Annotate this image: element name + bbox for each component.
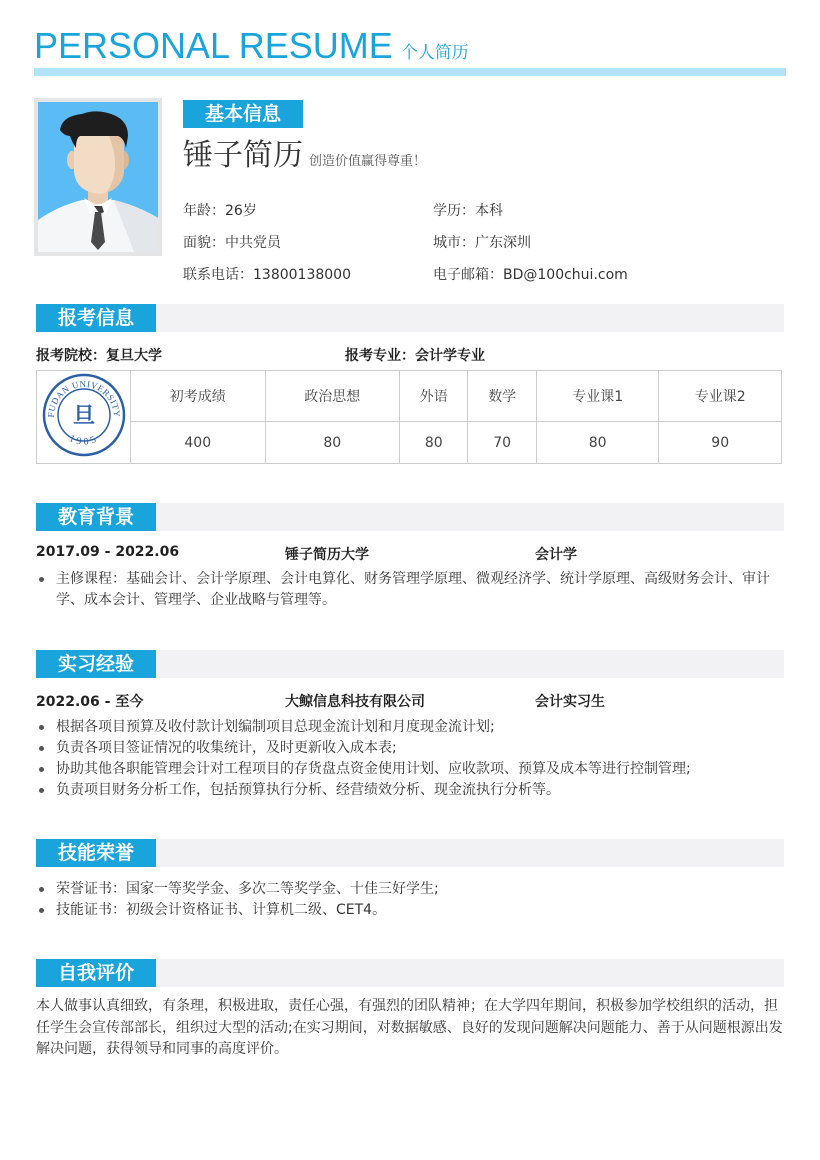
score-header-cell: 政治思想 xyxy=(265,371,400,422)
table-row xyxy=(37,422,782,464)
score-header-cell: 专业课1 xyxy=(536,371,659,422)
skills-bullets xyxy=(36,879,786,921)
exam-major: 报考专业：会计学专业 xyxy=(345,348,485,364)
basic-info-section xyxy=(183,100,783,283)
title-chinese: 个人简历 xyxy=(400,43,469,63)
score-table xyxy=(36,370,782,464)
score-value-cell: 90 xyxy=(659,422,782,464)
list-item: 根据各项目预算及收付款计划编制项目总现金流计划和月度现金流计划; xyxy=(36,717,786,738)
score-header-cell: 数学 xyxy=(468,371,536,422)
list-item: 技能证书：初级会计资格证书、计算机二级、CET4。 xyxy=(36,900,786,921)
list-item: 主修课程：基础会计、会计学原理、会计电算化、财务管理学原理、微观经济学、统计学原理、高级财务会计、审计学、成本会计、管理学、企业战略与管理等。 xyxy=(36,569,786,611)
fudan-logo-icon xyxy=(42,378,126,461)
title-underline-bar xyxy=(34,68,786,76)
score-header-cell: 外语 xyxy=(400,371,468,422)
svg-text:1905: 1905 xyxy=(66,433,101,448)
score-value-cell: 70 xyxy=(468,422,536,464)
section-tag-skills: 技能荣誉 xyxy=(36,839,156,867)
section-tag-exam: 报考信息 xyxy=(36,304,156,332)
list-item: 协助其他各职能管理会计对工程项目的存货盘点资金使用计划、应收款项、预算及成本等进行控制管理; xyxy=(36,759,786,780)
section-tag-education: 教育背景 xyxy=(36,503,156,531)
internship-company: 大鲸信息科技有限公司 xyxy=(285,694,425,710)
section-tag-self-evaluation: 自我评价 xyxy=(36,959,156,987)
section-header-exam xyxy=(36,304,784,332)
table-row xyxy=(37,371,782,422)
score-header-cell: 初考成绩 xyxy=(131,371,266,422)
score-value-cell: 80 xyxy=(265,422,400,464)
info-age: 年龄：26岁 xyxy=(183,203,257,219)
internship-bullets xyxy=(36,717,786,801)
svg-text:FUDAN UNIVERSITY: FUDAN UNIVERSITY xyxy=(45,378,122,418)
education-period: 2017.09 - 2022.06 xyxy=(36,544,180,560)
info-political-status: 面貌：中共党员 xyxy=(183,235,281,251)
list-item: 负责项目财务分析工作，包括预算执行分析、经营绩效分析、现金流执行分析等。 xyxy=(36,780,786,801)
score-value-cell: 80 xyxy=(400,422,468,464)
education-bullets xyxy=(36,569,786,611)
profile-photo-frame xyxy=(34,98,162,256)
section-tag-internship: 实习经验 xyxy=(36,650,156,678)
slogan: 创造价值赢得尊重！ xyxy=(309,154,427,169)
title-english: PERSONAL RESUME xyxy=(34,25,393,66)
info-phone: 联系电话：13800138000 xyxy=(183,267,351,283)
svg-text:旦: 旦 xyxy=(72,404,95,429)
self-evaluation-text: 本人做事认真细致，有条理，积极进取，责任心强，有强烈的团队精神；在大学四年期间，积极参加学校组织的活动，担任学生会宣传部部长，组织过大型的活动;在实习期间，对数据敏感、良好的发现问题解决问题能力、善于从问题根源出发解决问题，获得领导和同事的高度评价。 xyxy=(36,998,783,1057)
section-header-internship xyxy=(36,650,784,678)
score-value-cell: 400 xyxy=(131,422,266,464)
section-header-education xyxy=(36,503,784,531)
section-header-skills xyxy=(36,839,784,867)
education-school: 锤子简历大学 xyxy=(285,547,369,563)
university-logo-cell xyxy=(37,371,131,464)
education-major: 会计学 xyxy=(535,547,577,563)
section-tag-basic-info: 基本信息 xyxy=(183,100,303,128)
internship-role: 会计实习生 xyxy=(535,694,605,710)
page-header xyxy=(34,24,786,68)
info-email: 电子邮箱：BD@100chui.com xyxy=(433,267,628,283)
avatar-icon xyxy=(38,102,158,252)
score-value-cell: 80 xyxy=(536,422,659,464)
candidate-name: 锤子简历 xyxy=(183,138,303,173)
list-item: 负责各项目签证情况的收集统计，及时更新收入成本表; xyxy=(36,738,786,759)
info-education: 学历：本科 xyxy=(433,203,503,219)
list-item: 荣誉证书：国家一等奖学金、多次二等奖学金、十佳三好学生; xyxy=(36,879,786,900)
section-header-self-evaluation xyxy=(36,959,784,987)
exam-school: 报考院校：复旦大学 xyxy=(36,348,162,364)
internship-period: 2022.06 - 至今 xyxy=(36,694,144,710)
info-city: 城市：广东深圳 xyxy=(433,235,531,251)
score-header-cell: 专业课2 xyxy=(659,371,782,422)
